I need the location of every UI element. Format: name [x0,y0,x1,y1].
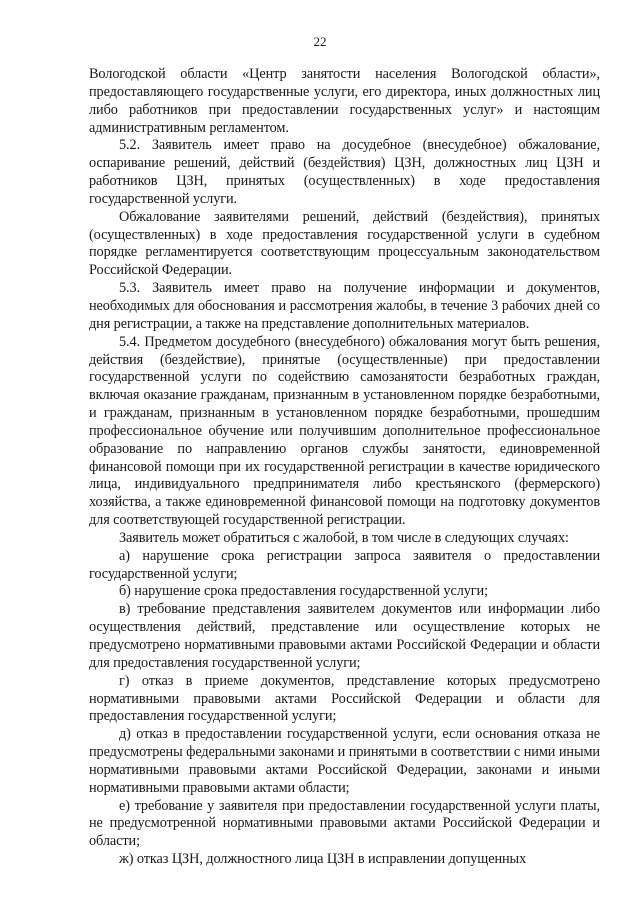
list-item-e: е) требование у заявителя при предоставлении государственной услуги платы, не предусмотренной нормативными правовыми актами Российской Федерации и области; [89,797,600,850]
paragraph-5-3: 5.3. Заявитель имеет право на получение информации и документов, необходимых для обоснования и рассмотрения жалобы, в течение 3 рабочих дней со дня регистрации, а также на представление дополнительных материалов. [89,280,600,332]
list-item-b: б) нарушение срока предоставления государственной услуги; [119,583,488,600]
page-number: 22 [313,34,327,49]
paragraph-complaint-cases: Заявитель может обратиться с жалобой, в том числе в следующих случаях: [119,529,569,546]
list-item-v: в) требование представления заявителем документов или информации либо осуществления действий, представление или осуществление которых не предусмотрено нормативными правовыми актами Российской Федерации и области для предоставления государственной услуги; [89,601,600,671]
paragraph-appeal-court: Обжалование заявителями решений, действий (бездействия), принятых (осуществленных) в ходе предоставления государственной услуги в судебном порядке регламентируется соответствующим процессуальным законодательством Российской Федерации. [89,208,600,279]
list-item-d: д) отказ в предоставлении государственной услуги, если основания отказа не предусмотрены федеральными законами и принятыми в соответствии с ними иными нормативными правовыми актами Российской Федерации, законами и иными нормативными правовыми актами области; [89,726,600,796]
list-item-g: г) отказ в приеме документов, представление которых предусмотрено нормативными правовыми актами Российской Федерации и области для предоставления государственной услуги; [89,672,600,725]
list-item-a: а) нарушение срока регистрации запроса заявителя о предоставлении государственной услуги; [89,547,600,582]
list-item-zh: ж) отказ ЦЗН, должностного лица ЦЗН в исправлении допущенных [119,851,527,868]
paragraph-5-2: 5.2. Заявитель имеет право на досудебное (внесудебное) обжалование, оспаривание решений, действий (бездействия) ЦЗН, должностных лиц ЦЗН и работников ЦЗН, принятых (осуществленных) в ходе предоставления государственной услуги. [89,137,600,207]
paragraph-5-4: 5.4. Предметом досудебного (внесудебного) обжалования могут быть решения, действия (бездействие), принятые (осуществленные) при предоставлении государственной услуги по содействию самозанятости безработных граждан, включая оказание гражданам, признанным в установленном порядке безработными, и гражданам, признанным в установленном порядке безработными, прошедшим профессиональное обучение или получившим дополнительное профессиональное образование по направлению органов службы занятости, единовременной финансовой помощи при их государственной регистрации в качестве юридического лица, индивидуального предпринимателя либо крестьянского (фермерского) хозяйства, а также единовременной финансовой помощи на подготовку документов для соответствующей государственной регистрации. [89,333,600,529]
paragraph-continuation: Вологодской области «Центр занятости населения Вологодской области», предоставляющего государственные услуги, его директора, иных должностных лиц либо работников при предоставлении государственных услуг» и настоящим административным регламентом. [89,66,600,136]
document-body [89,66,600,869]
